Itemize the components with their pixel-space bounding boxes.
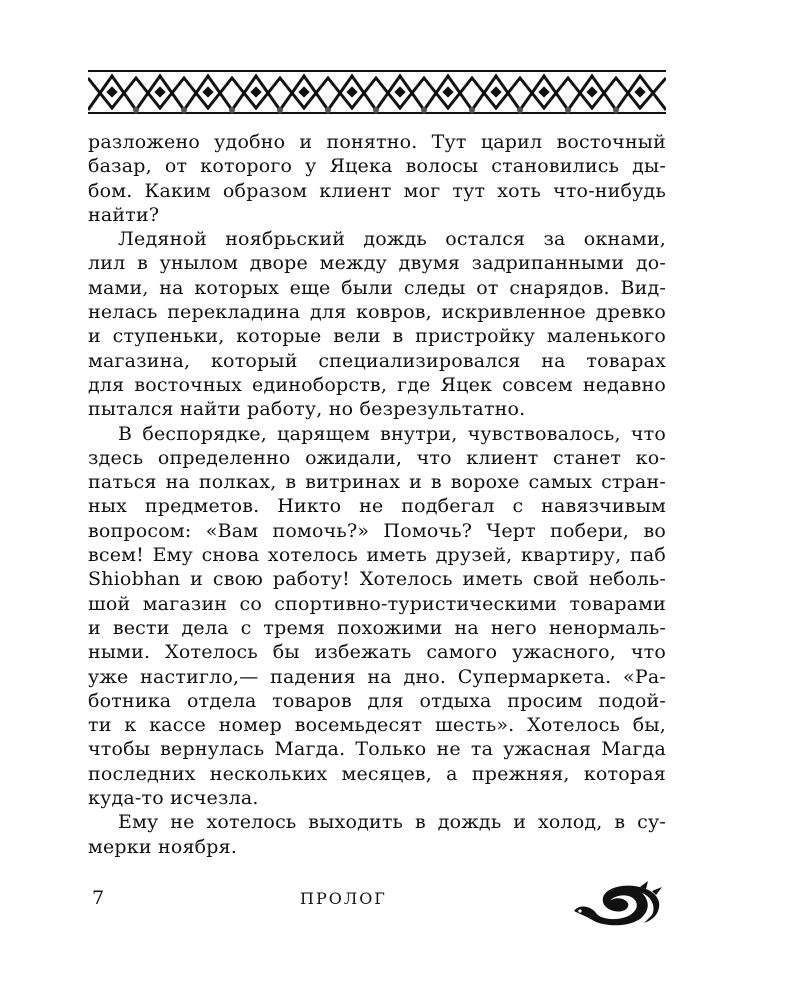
running-title: ПРОЛОГ <box>300 889 387 908</box>
text-line: ти к кассе номер восемьдесят шесть». Хотелось бы, <box>88 714 666 737</box>
text-line: паться на полках, в витринах и в ворохе самых стран- <box>88 471 666 494</box>
text-line: ных предметов. Никто не подбегал с навязчивым <box>88 495 666 518</box>
text-line: ными. Хотелось бы избежать самого ужасного, что <box>88 641 666 664</box>
text-line: ботника отдела товаров для отдыха просим подой- <box>88 689 666 712</box>
page-footer <box>88 885 666 935</box>
text-line: здесь определенно ожидали, что клиент станет ко- <box>88 446 666 469</box>
text-line: магазина, который специализировался на товарах <box>88 349 666 372</box>
text-line: шой магазин со спортивно-туристическими товарами <box>88 592 666 615</box>
ornamental-border-icon <box>88 70 666 114</box>
text-line: лил в унылом дворе между двумя задрипанными до- <box>88 252 666 275</box>
text-line: мами, на которых еще были следы от снарядов. Вид- <box>88 276 666 299</box>
text-line: для восточных единоборств, где Яцек совсем недавно <box>88 373 666 396</box>
text-line: Ледяной ноябрьский дождь остался за окнами, <box>118 228 666 251</box>
text-line: и вести дела с тремя похожими на него ненормаль- <box>88 616 666 639</box>
text-line: и ступеньки, которые вели в пристройку маленького <box>88 325 666 348</box>
text-line: базар, от которого у Яцека волосы становились ды- <box>88 155 666 178</box>
text-line: найти? <box>88 203 160 226</box>
text-line: всем! Ему снова хотелось иметь друзей, квартиру, паб <box>88 544 666 567</box>
text-line: Shiobhan и свою работу! Хотелось иметь свой неболь- <box>88 568 666 591</box>
text-line: чтобы вернулась Магда. Только не та ужасная Магда <box>88 738 666 761</box>
page-body <box>88 130 666 859</box>
text-line: куда-то исчезла. <box>88 787 259 810</box>
text-line: разложено удобно и понятно. Тут царил восточный <box>88 131 666 153</box>
text-line: последних нескольких месяцев, а прежняя, которая <box>88 762 666 785</box>
text-line: вопросом: «Вам помочь?» Помочь? Черт побери, во <box>88 519 666 542</box>
dragon-icon <box>570 881 666 927</box>
text-line: В беспорядке, царящем внутри, чувствовалось, что <box>118 422 666 445</box>
text-line: уже настигло,— падения на дно. Супермаркета. «Ра- <box>88 665 666 688</box>
text-line: пытался найти работу, но безрезультатно. <box>88 398 526 421</box>
text-line: нелась перекладина для ковров, искривленное древко <box>88 301 666 324</box>
text-line: мерки ноября. <box>88 835 238 858</box>
text-line: бом. Каким образом клиент мог тут хоть что-нибудь <box>88 179 666 202</box>
page-number: 7 <box>92 887 105 909</box>
text-line: Ему не хотелось выходить в дождь и холод, в су- <box>118 811 666 834</box>
